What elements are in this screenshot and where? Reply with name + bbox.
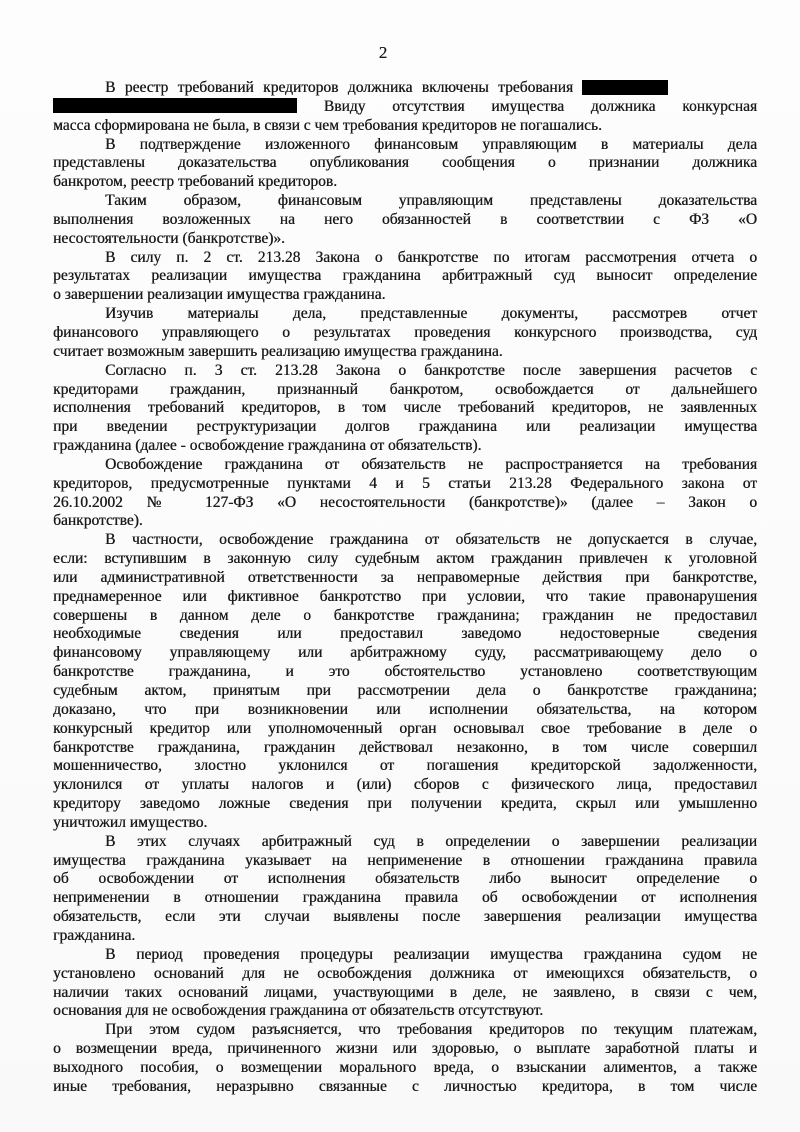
text-line: [53, 1059, 757, 1078]
text-line-content: В силу п. 2 ст. 213.28 Закона о банкротстве по итогам рассмотрения отчета о: [105, 248, 757, 266]
text-line-content: кредиторами гражданин, признанный банкротом, освобождается от дальнейшего: [53, 380, 757, 398]
text-line: [53, 550, 757, 569]
text-line-content: имущества гражданина указывает на неприменение в отношении гражданина правила: [53, 851, 757, 869]
text-line-content: финансового управляющего о результатах проведения конкурсного производства, суд: [53, 323, 757, 341]
text-line: [53, 437, 757, 456]
text-line: [53, 456, 757, 475]
text-line: [53, 136, 757, 155]
text-line: [53, 682, 757, 701]
text-line-content: банкротстве гражданина, гражданин действовал незаконно, в том числе совершил: [53, 738, 757, 756]
text-line: [53, 399, 757, 418]
text-line: [53, 512, 757, 531]
text-line: [53, 607, 757, 626]
text-line: [53, 117, 757, 136]
text-line-content: банкротом, реестр требований кредиторов.: [53, 173, 337, 191]
text-line: [53, 362, 757, 381]
text-line: [53, 757, 757, 776]
text-line-content: совершены в данном деле о банкротстве гражданина; гражданин не предоставил: [53, 606, 757, 624]
text-line: [53, 381, 757, 400]
text-line: [53, 946, 757, 965]
text-line: [53, 494, 757, 513]
text-line-content: неприменении в отношении гражданина правила об освобождении от исполнения: [53, 889, 757, 907]
text-line: [53, 98, 757, 117]
text-line: [53, 230, 757, 249]
text-line-content: конкурсный кредитор или уполномоченный орган основывал свое требование в деле о: [53, 719, 757, 737]
text-line-content: В этих случаях арбитражный суд в определении о завершении реализации: [105, 832, 757, 850]
text-line: [53, 267, 757, 286]
text-line-content: об освобождении от исполнения обязательств либо выносит определение о: [53, 870, 757, 888]
text-line: [53, 79, 757, 98]
text-line: [53, 965, 757, 984]
text-line: [53, 795, 757, 814]
text-line-content: банкротстве гражданина, и это обстоятельство установлено соответствующим: [53, 663, 757, 681]
text-line-content: выполнения возложенных на него обязанностей в соответствии с ФЗ «О: [53, 210, 757, 228]
text-line-content: В частности, освобождение гражданина от обязательств не допускается в случае,: [105, 531, 757, 549]
document-text: [53, 79, 757, 1097]
redaction-bar: [582, 80, 668, 95]
redaction-bar: [53, 98, 297, 113]
text-line-content: В реестр требований кредиторов должника включены требования: [105, 79, 573, 96]
text-line-content: Согласно п. 3 ст. 213.28 Закона о банкротстве после завершения расчетов с: [105, 361, 757, 379]
text-line: [53, 833, 757, 852]
text-line: [53, 324, 757, 343]
text-line: [53, 475, 757, 494]
text-line-content: кредитору заведомо ложные сведения при получении кредита, скрыл или умышленно: [53, 795, 757, 813]
text-line: [53, 286, 757, 305]
text-line-content: финансовому управляющему или арбитражному суду, рассматривающему дело о: [53, 644, 757, 662]
text-line-content: несостоятельности (банкротстве)».: [53, 229, 285, 247]
text-line: [53, 211, 757, 230]
text-line-content: необходимые сведения или предоставил заведомо недостоверные сведения: [53, 625, 757, 643]
text-line: [53, 852, 757, 871]
text-line-content: масса сформирована не была, в связи с чем требования кредиторов не погашались.: [53, 116, 602, 134]
text-line-content: В период проведения процедуры реализации имущества гражданина судом не: [105, 945, 757, 963]
text-line: [53, 720, 757, 739]
text-line-content: или административной ответственности за неправомерные действия при банкротстве,: [53, 568, 757, 586]
text-line: [53, 569, 757, 588]
text-line: [53, 154, 757, 173]
text-line: [53, 984, 757, 1003]
text-line: [53, 739, 757, 758]
text-line-content: установлено оснований для не освобождения должника от имеющихся обязательств, о: [53, 964, 757, 982]
text-line-content: представлены доказательства опубликования сообщения о признании должника: [53, 154, 757, 172]
text-line-content: выходного пособия, о возмещении морального вреда, о взыскании алиментов, а также: [53, 1058, 757, 1076]
text-line-content: уклонился от уплаты налогов и (или) сборов с физического лица, предоставил: [53, 776, 757, 794]
text-line-content: преднамеренное или фиктивное банкротство при условии, что такие правонарушения: [53, 587, 757, 605]
text-line-content: гражданина (далее - освобождение гражданина от обязательств).: [53, 437, 482, 455]
text-line: [53, 1078, 757, 1097]
text-line-content: При этом судом разъясняется, что требования кредиторов по текущим платежам,: [105, 1021, 757, 1039]
text-line-content: Освобождение гражданина от обязательств не распространяется на требования: [105, 455, 757, 473]
text-line-content: В подтверждение изложенного финансовым управляющим в материалы дела: [105, 135, 757, 153]
text-line: [53, 418, 757, 437]
text-line: [53, 889, 757, 908]
text-line-content: считает возможным завершить реализацию имущества гражданина.: [53, 342, 503, 360]
text-line: [53, 776, 757, 795]
text-line-content: банкротстве).: [53, 512, 143, 530]
text-line-content: уничтожил имущество.: [53, 813, 208, 831]
text-line-content: 26.10.2002 № 127-ФЗ «О несостоятельности (банкротстве)» (далее – Закон о: [53, 493, 757, 511]
text-line: [53, 249, 757, 268]
text-line: [53, 173, 757, 192]
text-line-content: Таким образом, финансовым управляющим представлены доказательства: [105, 192, 757, 210]
text-line-content: иные требования, неразрывно связанные с личностью кредитора, в том числе: [53, 1077, 757, 1095]
text-line-content: гражданина.: [53, 926, 136, 944]
text-line: [53, 1002, 757, 1021]
page-number: 2: [378, 43, 388, 62]
text-line-content: Ввиду отсутствия имущества должника конкурсная: [323, 97, 757, 115]
text-line-content: если: вступившим в законную силу судебным актом гражданин привлечен к уголовной: [53, 550, 757, 568]
text-line: [53, 927, 757, 946]
text-line-content: обязательств, если эти случаи выявлены после завершения реализации имущества: [53, 908, 757, 926]
text-line: [53, 908, 757, 927]
text-line: [53, 701, 757, 720]
text-line: [53, 1021, 757, 1040]
text-line: [53, 343, 757, 362]
text-line: [53, 644, 757, 663]
text-line-content: о завершении реализации имущества гражданина.: [53, 286, 386, 304]
text-line: [53, 625, 757, 644]
text-line: [53, 1040, 757, 1059]
text-line-content: при введении реструктуризации долгов гражданина или реализации имущества: [53, 418, 757, 436]
text-line: [53, 870, 757, 889]
text-line: [53, 663, 757, 682]
text-line-content: результатах реализации имущества гражданина арбитражный суд выносит определение: [53, 267, 757, 285]
text-line-content: кредиторов, предусмотренные пунктами 4 и 5 статьи 213.28 Федерального закона от: [53, 474, 757, 492]
text-line-content: судебным актом, принятым при рассмотрении дела о банкротстве гражданина;: [53, 682, 757, 699]
text-line-content: исполнения требований кредиторов, в том числе требований кредиторов, не заявленных: [53, 399, 757, 417]
text-line: [53, 305, 757, 324]
text-line: [53, 531, 757, 550]
text-line-content: Изучив материалы дела, представленные документы, рассмотрев отчет: [105, 305, 757, 323]
text-line-content: о возмещении вреда, причиненного жизни или здоровью, о выплате заработной платы и: [53, 1040, 757, 1058]
text-line-content: основания для не освобождения гражданина от обязательств отсутствуют.: [53, 1002, 544, 1020]
text-line-content: доказано, что при возникновении или исполнении обязательства, на котором: [53, 700, 757, 718]
text-line-content: наличии таких оснований лицами, участвующими в деле, не заявлено, в связи с чем,: [53, 983, 757, 1001]
text-line: [53, 192, 757, 211]
text-line-content: мошенничество, злостно уклонился от погашения кредиторской задолженности,: [53, 757, 757, 775]
text-line: [53, 814, 757, 833]
text-line: [53, 588, 757, 607]
